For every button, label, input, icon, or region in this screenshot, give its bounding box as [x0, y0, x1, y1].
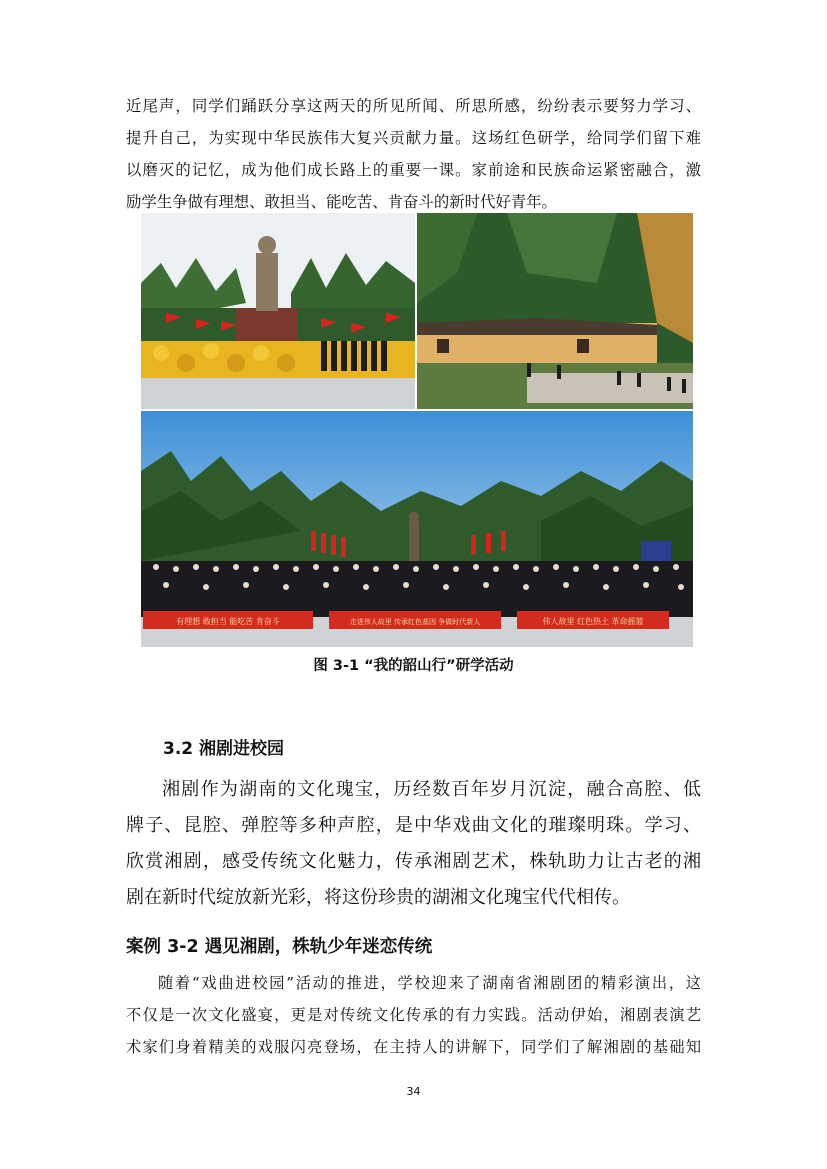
case-line: 不仅是一次文化盛宴，更是对传统文化传承的有力实践。活动伊始，湘剧表演艺: [126, 1006, 701, 1024]
case-line: 随着“戏曲进校园”活动的推进，学校迎来了湖南省湘剧团的精彩演出，这: [158, 974, 701, 992]
case-heading: 案例 3-2 遇见湘剧，株轨少年迷恋传统: [126, 937, 433, 957]
intro-line: 提升自己，为实现中华民族伟大复兴贡献力量。这场红色研学，给同学们留下难: [126, 129, 701, 147]
photo-group: [141, 411, 693, 647]
section-line: 湘剧作为湖南的文化瑰宝，历经数百年岁月沉淀，融合高腔、低: [162, 779, 701, 800]
statue-square-illustration: [141, 213, 415, 409]
section-line: 牌子、昆腔、弹腔等多种声腔，是中华戏曲文化的璀璨明珠。学习、: [126, 815, 701, 836]
section-line: 剧在新时代绽放新光彩，将这份珍贵的湖湘文化瑰宝代代相传。: [126, 887, 630, 908]
figure-caption: 图 3-1 “我的韶山行”研学活动: [313, 658, 514, 674]
banner-left-text: 有理想 敢担当 能吃苦 肯奋斗: [176, 617, 280, 626]
intro-line: 以磨灭的记忆，成为他们成长路上的重要一课。家前途和民族命运紧密融合，激: [126, 161, 701, 179]
photo-former-residence: [417, 213, 693, 409]
banner-center-text: 走进伟人故里 传承红色基因 争做时代新人: [349, 618, 481, 626]
case-line: 术家们身着精美的戏服闪亮登场，在主持人的讲解下，同学们了解湘剧的基础知: [126, 1038, 701, 1056]
banner-right-text: 伟人故里 红色热土 革命摇篮: [542, 617, 644, 626]
intro-line: 励学生争做有理想、敢担当、能吃苦、肯奋斗的新时代好青年。: [126, 193, 557, 211]
group-photo-illustration: [141, 411, 693, 647]
former-residence-illustration: [417, 213, 693, 409]
intro-line: 近尾声，同学们踊跃分享这两天的所见所闻、所思所感，纷纷表示要努力学习、: [126, 97, 701, 115]
page-number: 34: [406, 1085, 421, 1098]
section-line: 欣赏湘剧，感受传统文化魅力，传承湘剧艺术，株轨助力让古老的湘: [126, 851, 701, 872]
photo-statue-square: [141, 213, 415, 409]
section-heading: 3.2 湘剧进校园: [163, 739, 285, 759]
